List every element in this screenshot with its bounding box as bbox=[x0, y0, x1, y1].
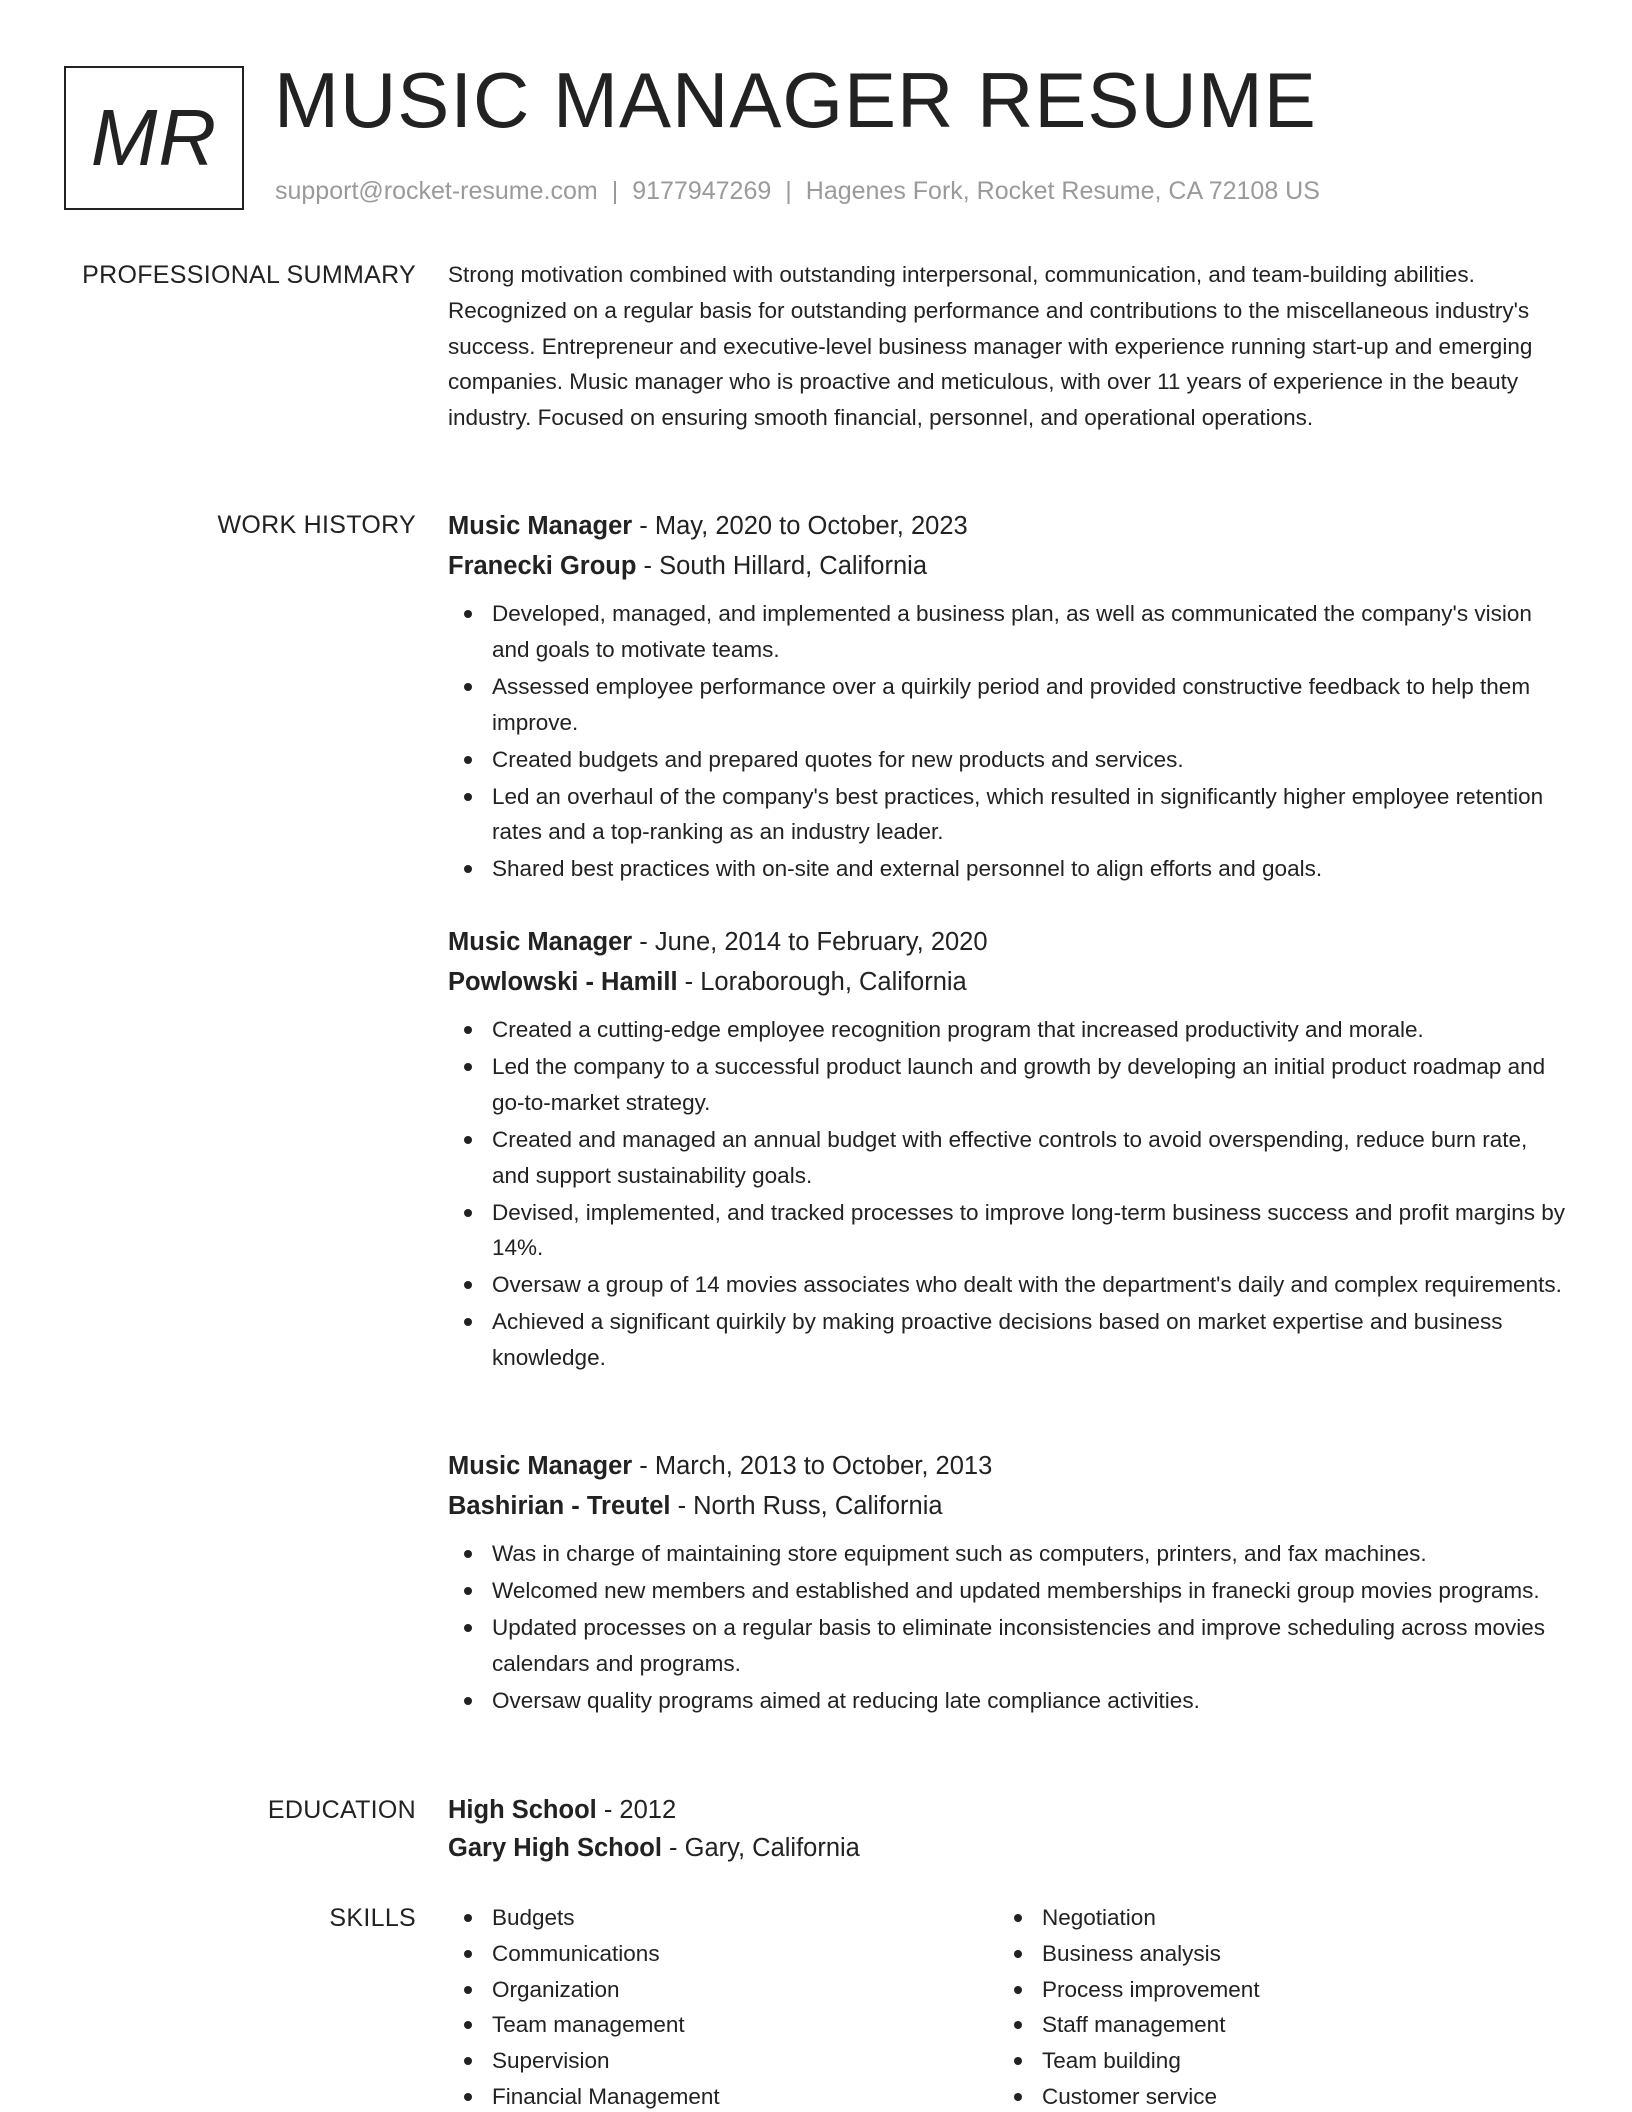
education-school: Gary High School bbox=[448, 1834, 662, 1862]
skill-item: Organization bbox=[448, 1972, 968, 2008]
job-bullet: Achieved a significant quirkily by making proactive decisions based on market expertise and business knowledge. bbox=[448, 1304, 1568, 1376]
summary-text: Strong motivation combined with outstanding interpersonal, communication, and team-building abilities. Recognized on a regular basis for outstanding performance and contributions to the miscellaneous industry's success. Entrepreneur and executive-level business manager with experience running start-up and emerging companies. Music manager who is proactive and meticulous, with over 11 years of experience in the beauty industry. Focused on ensuring smooth financial, personnel, and operational operations. bbox=[448, 262, 1533, 431]
skills-section-label: SKILLS bbox=[329, 1904, 416, 1932]
job-bullet: Devised, implemented, and tracked processes to improve long-term business success and profit margins by 14%. bbox=[448, 1195, 1568, 1267]
job-dates: - March, 2013 to October, 2013 bbox=[632, 1452, 993, 1480]
job-company: Powlowski - Hamill bbox=[448, 968, 678, 996]
contact-email[interactable]: support@rocket-resume.com bbox=[275, 177, 598, 205]
skill-item: Business analysis bbox=[998, 1936, 1518, 1972]
education-entry bbox=[448, 1791, 1568, 1867]
job-entry bbox=[448, 922, 1568, 1377]
job-bullet: Oversaw a group of 14 movies associates who dealt with the department's daily and complex requirements. bbox=[448, 1267, 1568, 1303]
job-title-line bbox=[448, 1446, 1568, 1486]
job-bullet: Oversaw quality programs aimed at reducing late compliance activities. bbox=[448, 1683, 1568, 1719]
education-school-line bbox=[448, 1829, 1568, 1867]
job-dates: - May, 2020 to October, 2023 bbox=[632, 512, 968, 540]
job-title: Music Manager bbox=[448, 928, 633, 956]
skill-item: Team management bbox=[448, 2007, 968, 2043]
job-bullet: Led an overhaul of the company's best practices, which resulted in significantly higher employee retention rates and a top-ranking as an industry leader. bbox=[448, 779, 1568, 851]
job-location: - Loraborough, California bbox=[677, 968, 967, 996]
job-company: Franecki Group bbox=[448, 552, 637, 580]
skill-item: Staff management bbox=[998, 2007, 1518, 2043]
contact-separator: | bbox=[785, 177, 792, 205]
job-bullet: Created a cutting-edge employee recognition program that increased productivity and morale. bbox=[448, 1012, 1568, 1048]
job-company-line bbox=[448, 962, 1568, 1002]
job-company: Bashirian - Treutel bbox=[448, 1492, 671, 1520]
skill-item: Supervision bbox=[448, 2043, 968, 2079]
education-location: - Gary, California bbox=[661, 1834, 860, 1862]
skill-item: Team building bbox=[998, 2043, 1518, 2079]
job-bullet: Created and managed an annual budget with effective controls to avoid overspending, reduce burn rate, and support sustainability goals. bbox=[448, 1122, 1568, 1194]
skills-column-left bbox=[448, 1900, 968, 2112]
job-company-line bbox=[448, 1486, 1568, 1526]
skill-item: Negotiation bbox=[998, 1900, 1518, 1936]
job-entry bbox=[448, 506, 1568, 888]
job-bullet: Created budgets and prepared quotes for new products and services. bbox=[448, 742, 1568, 778]
job-company-line bbox=[448, 546, 1568, 586]
resume-title: MUSIC MANAGER RESUME bbox=[274, 56, 1317, 144]
contact-separator: | bbox=[611, 177, 619, 205]
job-title-line bbox=[448, 506, 1568, 546]
monogram-box bbox=[64, 66, 244, 210]
work-history-section-label: WORK HISTORY bbox=[217, 511, 416, 539]
education-section-label: EDUCATION bbox=[267, 1796, 416, 1824]
job-bullet: Led the company to a successful product launch and growth by developing an initial product roadmap and go-to-market strategy. bbox=[448, 1049, 1568, 1121]
monogram-initials: MR bbox=[90, 93, 218, 182]
job-bullet: Assessed employee performance over a quirkily period and provided constructive feedback to help them improve. bbox=[448, 669, 1568, 741]
skill-item: Budgets bbox=[448, 1900, 968, 1936]
job-bullet: Welcomed new members and established and updated memberships in franecki group movies programs. bbox=[448, 1573, 1568, 1609]
job-location: - South Hillard, California bbox=[636, 552, 928, 580]
job-title-line bbox=[448, 922, 1568, 962]
skill-item: Financial Management bbox=[448, 2079, 968, 2112]
job-bullet-list bbox=[448, 596, 1568, 887]
skills-column-right bbox=[998, 1900, 1518, 2112]
skill-item: Communications bbox=[448, 1936, 968, 1972]
job-bullet-list bbox=[448, 1536, 1568, 1719]
skill-item: Customer service bbox=[998, 2079, 1518, 2112]
job-entry bbox=[448, 1446, 1568, 1720]
job-bullet: Updated processes on a regular basis to eliminate inconsistencies and improve scheduling across movies calendars and programs. bbox=[448, 1610, 1568, 1682]
job-bullet: Shared best practices with on-site and external personnel to align efforts and goals. bbox=[448, 851, 1568, 887]
education-year: - 2012 bbox=[596, 1796, 677, 1824]
summary-section-label: PROFESSIONAL SUMMARY bbox=[82, 261, 416, 289]
education-degree: High School bbox=[448, 1796, 597, 1824]
job-dates: - June, 2014 to February, 2020 bbox=[632, 928, 988, 956]
education-degree-line bbox=[448, 1791, 1568, 1829]
job-bullet-list bbox=[448, 1012, 1568, 1376]
job-location: - North Russ, California bbox=[670, 1492, 943, 1520]
skill-item: Process improvement bbox=[998, 1972, 1518, 2008]
job-bullet: Developed, managed, and implemented a business plan, as well as communicated the company's vision and goals to motivate teams. bbox=[448, 596, 1568, 668]
contact-line bbox=[275, 176, 1320, 206]
job-title: Music Manager bbox=[448, 512, 633, 540]
skills-list bbox=[448, 1900, 1568, 2112]
contact-address: Hagenes Fork, Rocket Resume, CA 72108 US bbox=[805, 177, 1320, 205]
contact-phone[interactable]: 9177947269 bbox=[632, 177, 772, 205]
job-bullet: Was in charge of maintaining store equipment such as computers, printers, and fax machines. bbox=[448, 1536, 1568, 1572]
job-title: Music Manager bbox=[448, 1452, 633, 1480]
